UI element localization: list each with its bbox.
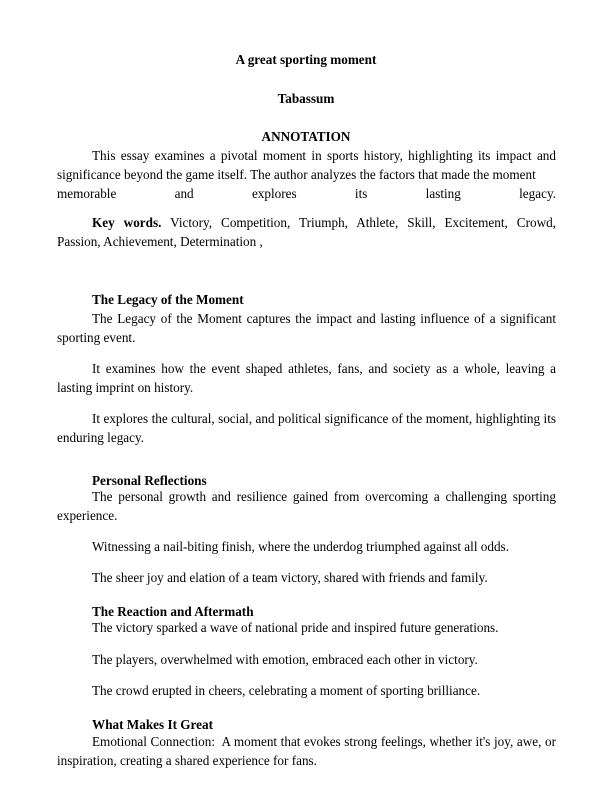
section-heading: Personal Reflections: [92, 473, 207, 488]
section-paragraph: The personal growth and resilience gained from overcoming a challenging sporting experience.: [57, 489, 556, 523]
annotation-paragraph: [57, 146, 556, 203]
keywords-text: Victory, Competition, Triumph, Athlete, Skill, Excitement, Crowd, Passion, Achievement, Determination ,: [57, 215, 556, 249]
section-paragraph: The players, overwhelmed with emotion, embraced each other in victory.: [92, 652, 478, 667]
section-paragraph: The Legacy of the Moment captures the impact and lasting influence of a significant sporting event.: [57, 311, 556, 345]
keywords-label: Key words.: [92, 215, 162, 230]
section-paragraph: The sheer joy and elation of a team victory, shared with friends and family.: [92, 570, 488, 585]
keywords-paragraph: [57, 213, 556, 251]
annotation-heading: ANNOTATION: [261, 129, 351, 144]
section-heading: What Makes It Great: [92, 717, 213, 732]
annotation-text-last-line: memorable and explores its lasting legacy.: [57, 186, 556, 201]
document-title: A great sporting moment: [235, 52, 377, 67]
section-paragraph: Witnessing a nail-biting finish, where the underdog triumphed against all odds.: [92, 539, 509, 554]
document-author: Tabassum: [277, 91, 335, 106]
section-paragraph: The crowd erupted in cheers, celebrating a moment of sporting brilliance.: [92, 683, 481, 698]
annotation-text: This essay examines a pivotal moment in sports history, highlighting its impact and significance beyond the game itself. The author analyzes the factors that made the moment: [57, 148, 556, 182]
section-paragraph: Emotional Connection: A moment that evokes strong feelings, whether it's joy, awe, or inspiration, creating a shared experience for fans.: [57, 734, 560, 768]
section-heading: The Reaction and Aftermath: [92, 604, 254, 619]
section-paragraph: It examines how the event shaped athletes, fans, and society as a whole, leaving a lasting imprint on history.: [57, 361, 556, 395]
section-paragraph: The victory sparked a wave of national pride and inspired future generations.: [92, 620, 499, 635]
section-paragraph: It explores the cultural, social, and political significance of the moment, highlighting its enduring legacy.: [57, 411, 556, 445]
section-heading: The Legacy of the Moment: [92, 292, 244, 307]
